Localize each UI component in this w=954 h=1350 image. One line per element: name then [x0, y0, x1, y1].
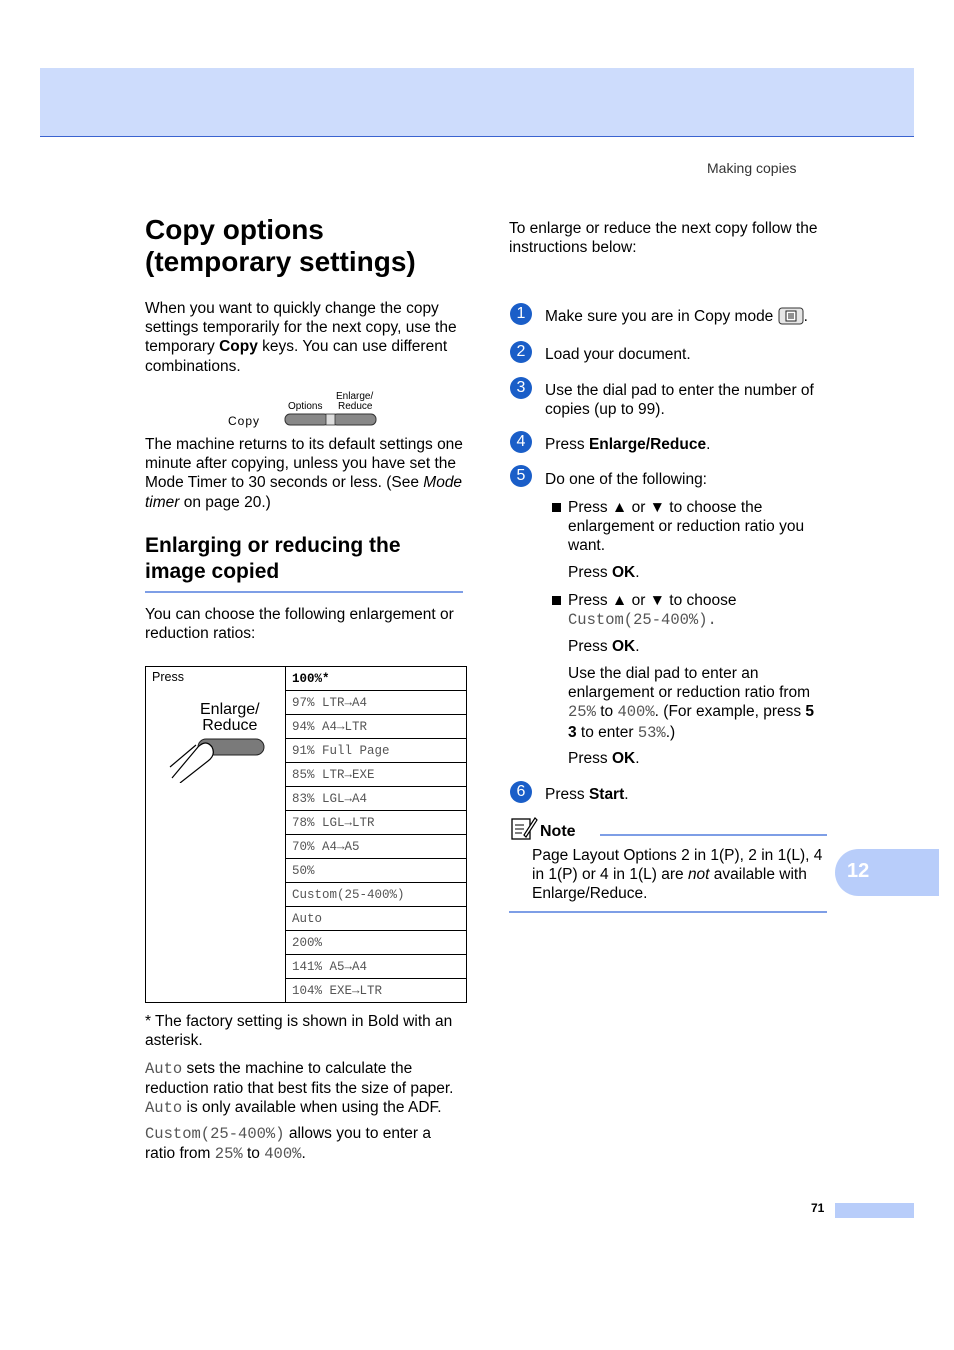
option-b-text: Press ▲ or ▼ to choose Custom(25-400%). [568, 592, 737, 630]
step-4-text: Press Enlarge/Reduce. [545, 436, 711, 453]
option-b-dial-text: Use the dial pad to enter an enlargement or reduction ratio from 25% to 400%. (For example, press 5 3 to enter 53%.) [568, 665, 815, 742]
ratio-option: 104% EXE→LTR [286, 979, 467, 1003]
ratio-option: 200% [286, 931, 467, 955]
press-label: Press [152, 670, 184, 684]
ratio-option: 78% LGL→LTR [286, 811, 467, 835]
step-6-text: Press Start. [545, 786, 629, 803]
options-label: Options [288, 401, 323, 412]
copy-label: Copy [228, 414, 261, 428]
option-a-bullet [552, 503, 561, 512]
step-3-number: 3 [510, 377, 532, 399]
ratio-option: 141% A5→A4 [286, 955, 467, 979]
option-a-text: Press ▲ or ▼ to choose the enlargement or reduction ratio you want. [568, 499, 805, 555]
step-1-number: 1 [510, 303, 532, 325]
page-title: Copy options (temporary settings) [145, 214, 416, 277]
note-bottom-rule [509, 911, 827, 913]
ratio-option: Custom(25-400%) [286, 883, 467, 907]
step-3-text: Use the dial pad to enter the number of copies (up to 99). [545, 382, 814, 419]
ratio-option: 91% Full Page [286, 739, 467, 763]
ratio-option: 85% LTR→EXE [286, 763, 467, 787]
finger-pressing-button-icon [168, 733, 268, 783]
ratio-option: Auto [286, 907, 467, 931]
auto-paragraph: Auto sets the machine to calculate the reduction ratio that best fits the size of paper. Auto is only available when using the ADF. [145, 1060, 454, 1118]
running-title: Making copies [707, 160, 797, 176]
ratio-option: 94% A4→LTR [286, 715, 467, 739]
instructions-intro: To enlarge or reduce the next copy follow the instructions below: [509, 220, 818, 257]
defaults-paragraph: The machine returns to its default settings one minute after copying, unless you have set the Mode Timer to 30 seconds or less. (See Mode timer on page 20.) [145, 436, 463, 511]
copy-mode-key-icon [778, 307, 804, 325]
note-text: Page Layout Options 2 in 1(P), 2 in 1(L), 4 in 1(P) or 4 in 1(L) are not available with Enlarge/Reduce. [532, 847, 823, 903]
step-5-text: Do one of the following: [545, 471, 707, 488]
step-6-number: 6 [510, 781, 532, 803]
note-divider [600, 834, 827, 836]
enlarge-label: Enlarge/ [336, 391, 374, 402]
section-heading: Enlarging or reducing the image copied [145, 533, 463, 593]
option-b-press-ok: Press OK. [568, 638, 640, 655]
enlarge-reduce-button-label: Enlarge/ Reduce [200, 701, 260, 734]
ratio-option: 50% [286, 859, 467, 883]
custom-paragraph: Custom(25-400%) allows you to enter a ratio from 25% to 400%. [145, 1125, 432, 1164]
step-4-number: 4 [510, 431, 532, 453]
copy-keys-panel [228, 388, 378, 428]
ratio-option: 70% A4→A5 [286, 835, 467, 859]
option-a-press-ok: Press OK. [568, 564, 640, 581]
copy-keys-buttons-icon [284, 413, 378, 427]
ratio-table [145, 666, 467, 1003]
footnote: * The factory setting is shown in Bold with an asterisk. [145, 1013, 453, 1050]
intro-paragraph: When you want to quickly change the copy settings temporarily for the next copy, use the temporary Copy keys. You can use different combinations. [145, 300, 457, 375]
step-5-number: 5 [510, 465, 532, 487]
step-2-number: 2 [510, 341, 532, 363]
page-number-bar [835, 1203, 914, 1218]
ratio-option: 83% LGL→A4 [286, 787, 467, 811]
reduce-label: Reduce [338, 401, 373, 412]
option-b-press-ok-2: Press OK. [568, 750, 640, 767]
step-2-text: Load your document. [545, 346, 691, 363]
note-label: Note [540, 823, 576, 840]
option-b-bullet [552, 596, 561, 605]
header-band [40, 68, 914, 137]
ratio-option: 97% LTR→A4 [286, 691, 467, 715]
choose-paragraph: You can choose the following enlargement or reduction ratios: [145, 606, 454, 643]
press-cell [146, 667, 286, 1003]
table-row [146, 667, 467, 691]
note-pencil-icon [510, 815, 538, 841]
page-number: 71 [811, 1201, 825, 1215]
ratio-option: 100%* [286, 667, 467, 691]
step-1-text: Make sure you are in Copy mode . [545, 308, 808, 325]
chapter-tab: 12 [835, 849, 939, 896]
